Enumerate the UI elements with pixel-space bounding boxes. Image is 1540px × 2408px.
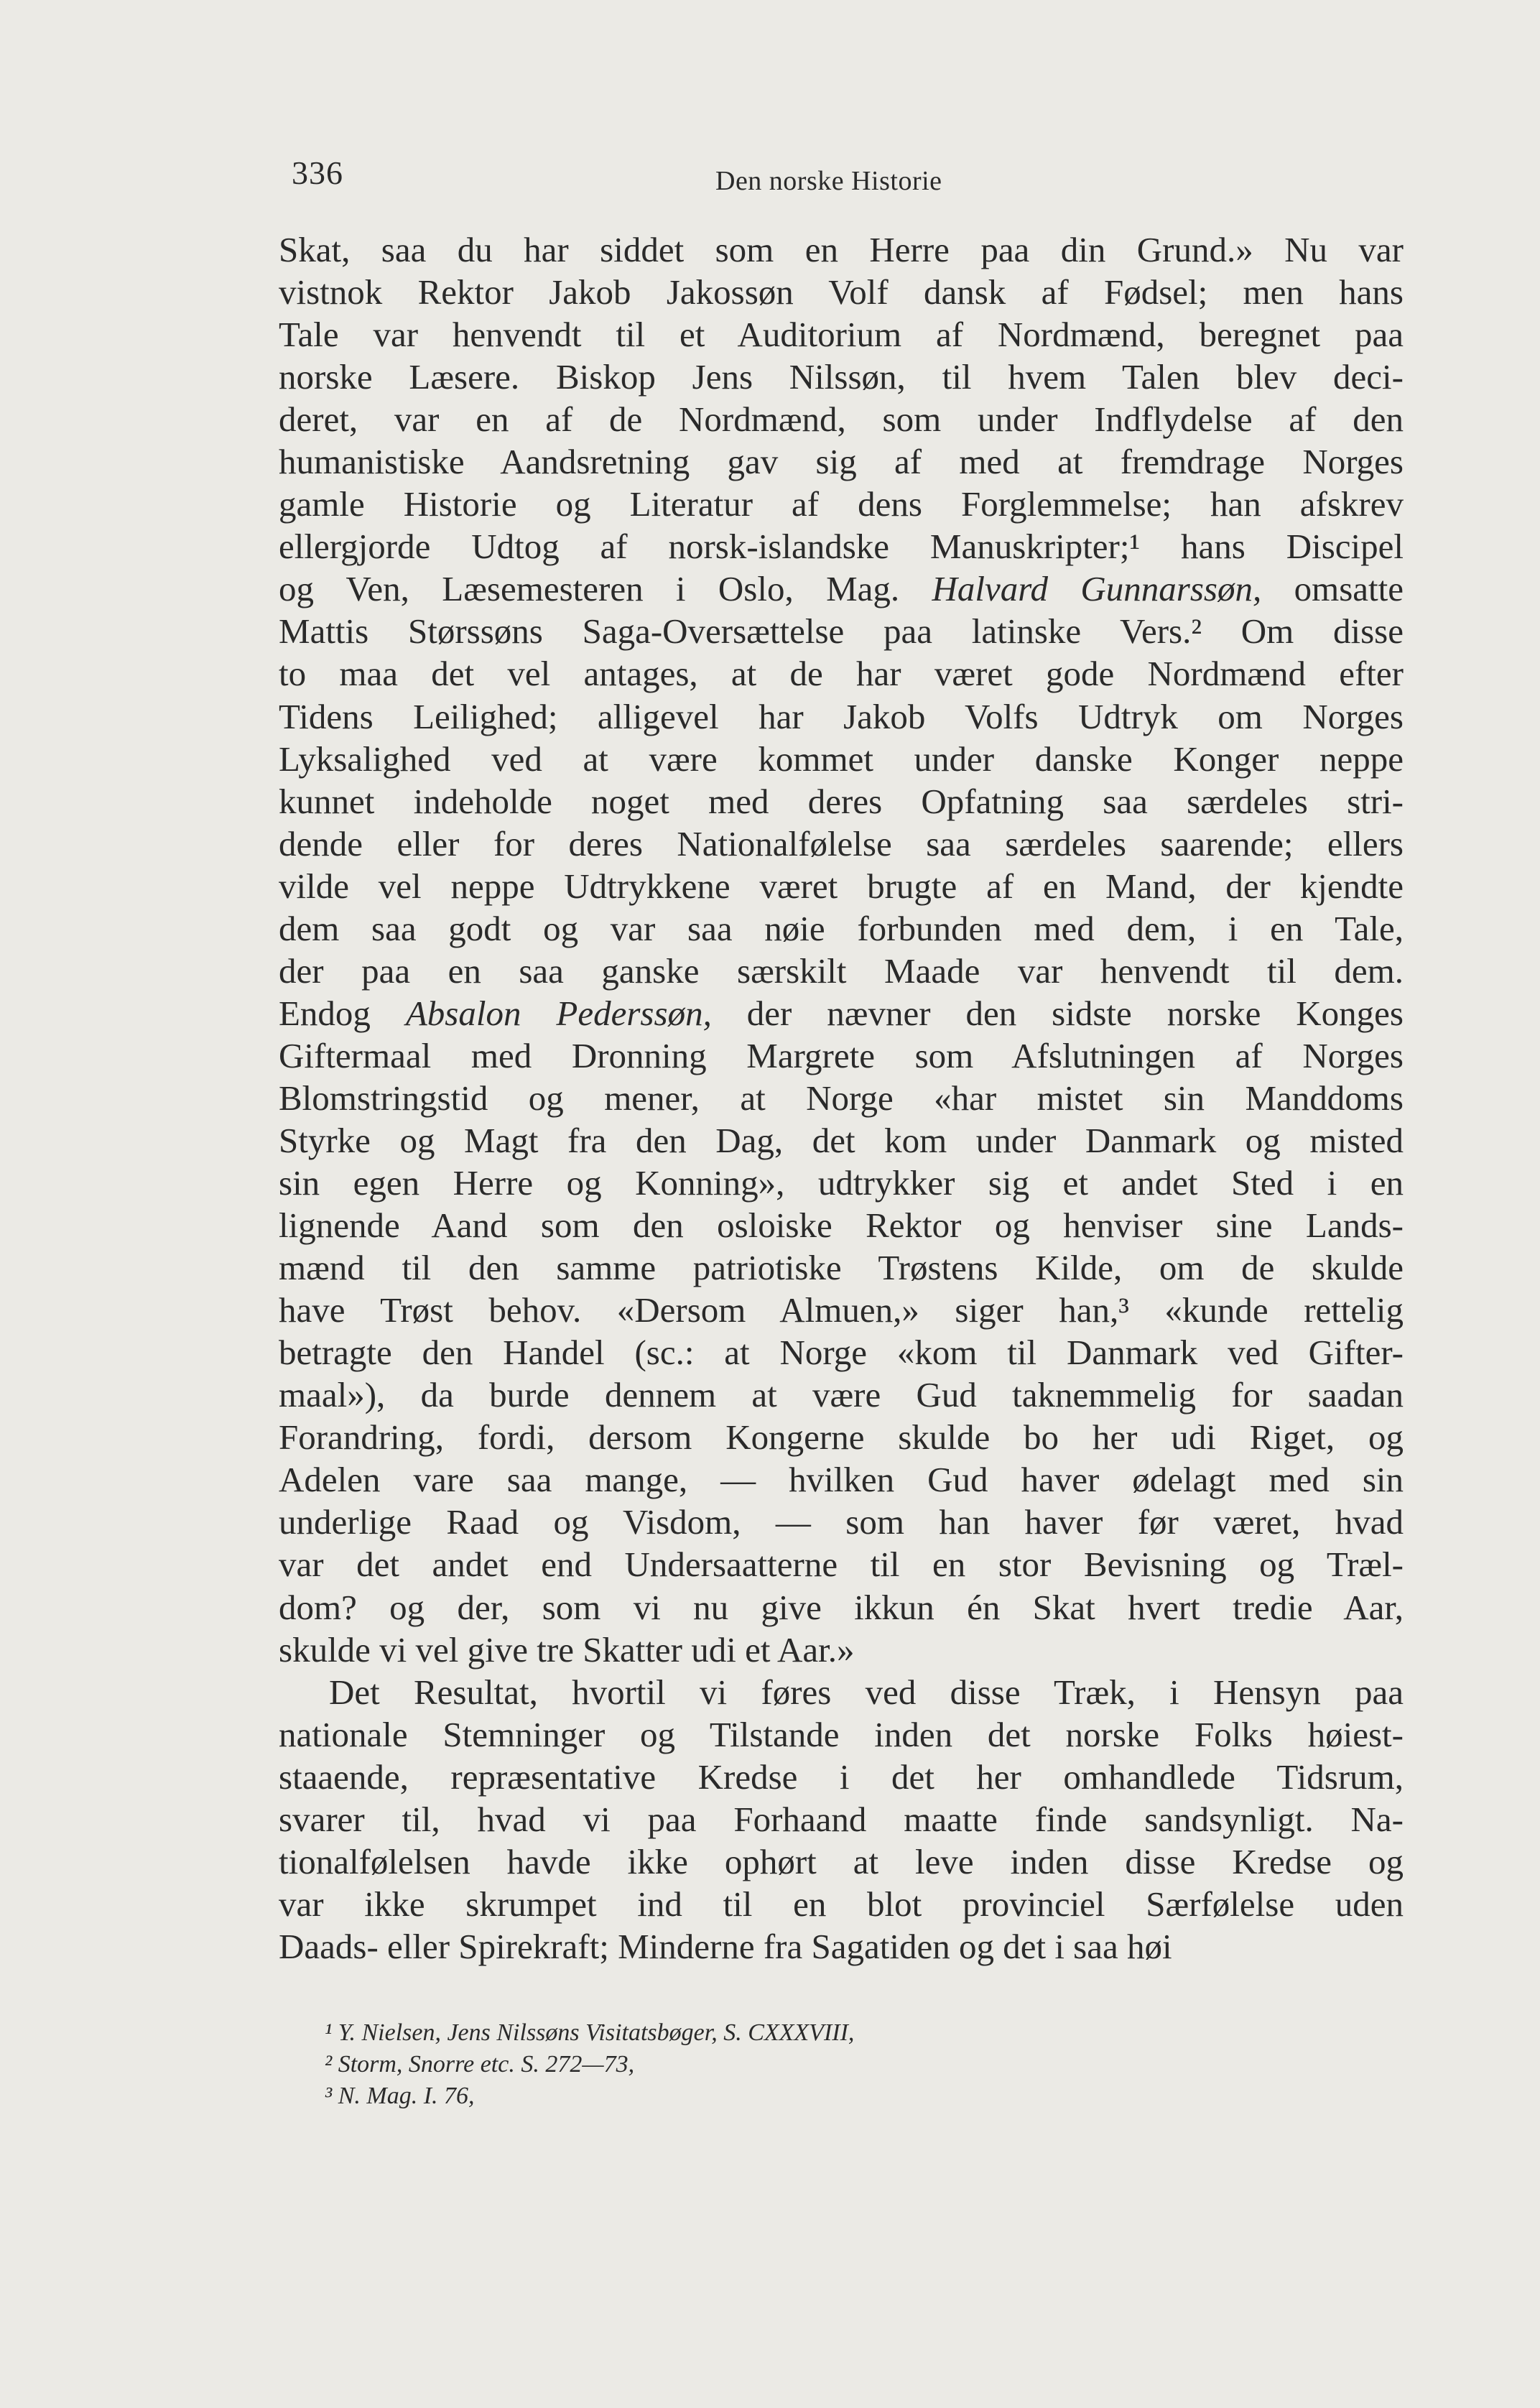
text-line: lignende Aand som den osloiske Rektor og henviser sine Lands-: [279, 1205, 1404, 1246]
running-head: Den norske Historie: [715, 166, 942, 196]
text-line: nationale Stemninger og Tilstande inden det norske Folks høiest-: [279, 1714, 1404, 1754]
text-line: underlige Raad og Visdom, — som han haver før været, hvad: [279, 1502, 1404, 1542]
text-line: tionalfølelsen havde ikke ophørt at leve inden disse Kredse og: [279, 1841, 1404, 1881]
text-line: sin egen Herre og Konning», udtrykker sig et andet Sted i en: [279, 1163, 1404, 1203]
page-number: 336: [292, 154, 343, 191]
text-line: Blomstringstid og mener, at Norge «har mistet sin Manddoms: [279, 1078, 1404, 1118]
text-line: og Ven, Læsemesteren i Oslo, Mag. Halvard Gunnarssøn, omsatte: [279, 569, 1404, 609]
text-line: Daads- eller Spirekraft; Minderne fra Sagatiden og det i saa høi: [279, 1926, 1172, 1966]
text-line: norske Læsere. Biskop Jens Nilssøn, til hvem Talen blev deci-: [279, 357, 1404, 397]
footnote: ¹ Y. Nielsen, Jens Nilssøns Visitatsbøger, S. CXXXVIII,: [325, 2019, 855, 2046]
text-line: Forandring, fordi, dersom Kongerne skulde bo her udi Riget, og: [279, 1417, 1404, 1458]
text-line: svarer til, hvad vi paa Forhaand maatte finde sandsynligt. Na-: [279, 1799, 1404, 1839]
text-line: Styrke og Magt fra den Dag, det kom under Danmark og misted: [279, 1120, 1404, 1160]
text-line: vilde vel neppe Udtrykkene været brugte af en Mand, der kjendte: [279, 866, 1404, 906]
text-line: Tidens Leilighed; alligevel har Jakob Volfs Udtryk om Norges: [279, 696, 1404, 736]
italic-name: Halvard Gunnarssøn,: [932, 569, 1262, 609]
text-line: have Trøst behov. «Dersom Almuen,» siger han,³ «kunde rettelig: [279, 1290, 1404, 1330]
text-line: gamle Historie og Literatur af dens Forglemmelse; han afskrev: [279, 484, 1404, 524]
text-line: dem saa godt og var saa nøie forbunden med dem, i en Tale,: [279, 908, 1404, 948]
text-line: Endog Absalon Pederssøn, der nævner den sidste norske Konges: [279, 993, 1404, 1033]
text-line: kunnet indeholde noget med deres Opfatning saa særdeles stri-: [279, 781, 1404, 821]
text-line: Adelen vare saa mange, — hvilken Gud haver ødelagt med sin: [279, 1460, 1404, 1500]
body-text: [279, 228, 1404, 1968]
footnote: ² Storm, Snorre etc. S. 272—73,: [325, 2051, 635, 2078]
text-line: Det Resultat, hvortil vi føres ved disse Træk, i Hensyn paa: [329, 1672, 1404, 1712]
text-line: deret, var en af de Nordmænd, som under Indflydelse af den: [279, 399, 1404, 440]
text-line: betragte den Handel (sc.: at Norge «kom til Danmark ved Gifter-: [279, 1333, 1404, 1373]
footnotes: [325, 2017, 1187, 2112]
text-line: vistnok Rektor Jakob Jakossøn Volf dansk af Fødsel; men hans: [279, 272, 1404, 312]
text-line: to maa det vel antages, at de har været gode Nordmænd efter: [279, 654, 1404, 694]
italic-name: Absalon Pederssøn,: [405, 993, 712, 1033]
text-line: dom? og der, som vi nu give ikkun én Skat hvert tredie Aar,: [279, 1587, 1404, 1627]
text-line: dende eller for deres Nationalfølelse saa særdeles saarende; ellers: [279, 823, 1404, 863]
text-line: Mattis Størssøns Saga-Oversættelse paa latinske Vers.² Om disse: [279, 611, 1404, 652]
page-header: [292, 154, 1335, 197]
text-line: der paa en saa ganske særskilt Maade var henvendt til dem.: [279, 950, 1404, 991]
text-line: Tale var henvendt til et Auditorium af Nordmænd, beregnet paa: [279, 315, 1404, 355]
text-line: maal»), da burde dennem at være Gud taknemmelig for saadan: [279, 1375, 1404, 1415]
text-line: humanistiske Aandsretning gav sig af med at fremdrage Norges: [279, 442, 1404, 482]
text-line: Giftermaal med Dronning Margrete som Afslutningen af Norges: [279, 1035, 1404, 1075]
text-line: var det andet end Undersaatterne til en stor Bevisning og Træl-: [279, 1545, 1404, 1585]
text-line: Lyksalighed ved at være kommet under danske Konger neppe: [279, 738, 1404, 779]
text-line: staaende, repræsentative Kredse i det her omhandlede Tidsrum,: [279, 1756, 1404, 1797]
text-line: skulde vi vel give tre Skatter udi et Aar.»: [279, 1629, 855, 1670]
footnote: ³ N. Mag. I. 76,: [325, 2083, 475, 2109]
text-line: mænd til den samme patriotiske Trøstens Kilde, om de skulde: [279, 1248, 1404, 1288]
text-line: var ikke skrumpet ind til en blot provinciel Særfølelse uden: [279, 1884, 1404, 1924]
text-line: ellergjorde Udtog af norsk-islandske Manuskripter;¹ hans Discipel: [279, 527, 1404, 567]
text-line: Skat, saa du har siddet som en Herre paa din Grund.» Nu var: [279, 230, 1404, 269]
